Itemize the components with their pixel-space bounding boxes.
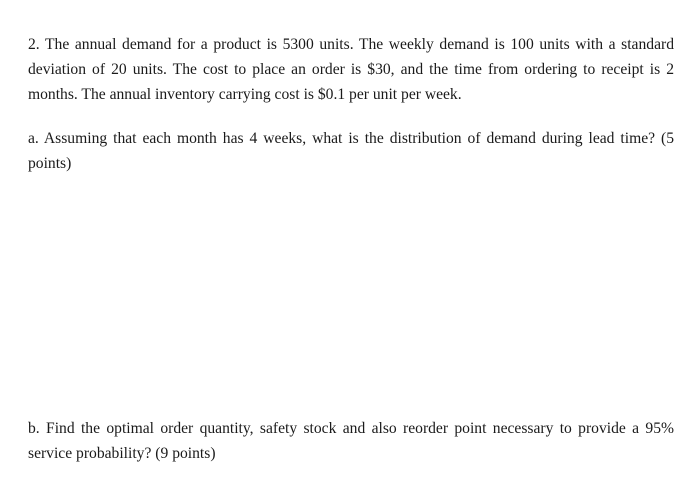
question-part-b: b. Find the optimal order quantity, safety stock and also reorder point necessary to provide a 95% service probability? (9 points) <box>28 420 674 462</box>
question-part-a: a. Assuming that each month has 4 weeks, what is the distribution of demand during lead time? (5 points) <box>28 130 674 172</box>
problem-statement: 2. The annual demand for a product is 5300 units. The weekly demand is 100 units with a standard deviation of 20 units. The cost to place an order is $30, and the time from ordering to receipt is 2 months. The annual inventory carrying cost is $0.1 per unit per week. <box>28 36 674 103</box>
